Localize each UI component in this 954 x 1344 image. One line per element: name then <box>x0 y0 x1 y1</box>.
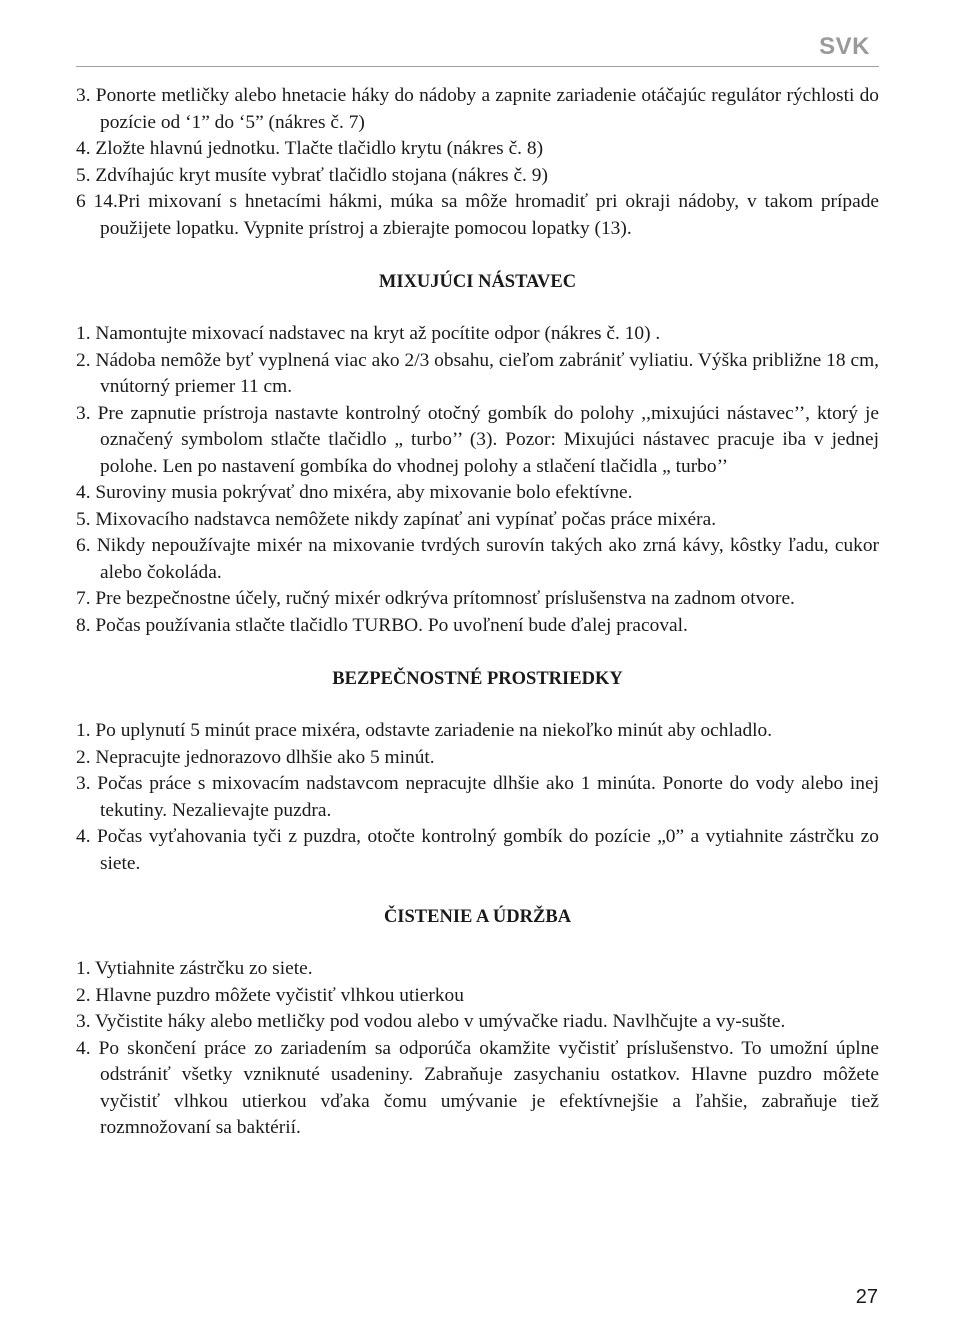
section-heading: ČISTENIE A ÚDRŽBA <box>383 907 572 927</box>
header-divider <box>76 66 879 67</box>
section-heading: BEZPEČNOSTNÉ PROSTRIEDKY <box>332 669 623 689</box>
section-heading: MIXUJÚCI NÁSTAVEC <box>378 272 577 292</box>
list-item: 3. Počas práce s mixovacím nadstavcom nepracujte dlhšie ako 1 minúta. Ponorte do vody alebo inej tekutiny. Nezalievajte puzdra. <box>76 773 879 821</box>
list-item: 1. Namontujte mixovací nadstavec na kryt až pocítite odpor (nákres č. 10) . <box>76 323 661 344</box>
list-item: 7. Pre bezpečnostne účely, ručný mixér odkrýva prítomnosť príslušenstva na zadnom otvore. <box>76 588 795 609</box>
list-item: 2. Nádoba nemôže byť vyplnená viac ako 2/3 obsahu, cieľom zabrániť vyliatiu. Výška približne 18 cm, vnútorný priemer 11 cm. <box>76 349 879 397</box>
section-safety <box>76 718 879 877</box>
section-cleaning <box>76 956 879 1142</box>
list-item: 6. Nikdy nepoužívajte mixér na mixovanie tvrdých surovín takých ako zrná kávy, kôstky ľadu, cukor alebo čokoláda. <box>76 535 879 583</box>
page-content <box>76 83 879 1142</box>
section-assembly <box>76 83 879 242</box>
list-item: 8. Počas používania stlačte tlačidlo TURBO. Po uvoľnení bude ďalej pracoval. <box>76 614 688 636</box>
list-item: 2. Hlavne puzdro môžete vyčistiť vlhkou utierkou <box>76 984 464 1006</box>
list-item: 2. Nepracujte jednorazovo dlhšie ako 5 minút. <box>76 746 435 768</box>
page-number: 27 <box>855 1286 878 1308</box>
list-item: 4. Suroviny musia pokrývať dno mixéra, aby mixovanie bolo efektívne. <box>76 482 633 503</box>
section-blender-attachment <box>76 321 879 639</box>
list-item: 5. Zdvíhajúc kryt musíte vybrať tlačidlo stojana (nákres č. 9) <box>76 164 548 186</box>
list-item: 3. Ponorte metličky alebo hnetacie háky do nádoby a zapnite zariadenie otáčajúc regulátor rýchlosti do pozície od ‘1” do ‘5” (nákres č. 7) <box>76 85 879 133</box>
list-item: 4. Počas vyťahovania tyči z puzdra, otočte kontrolný gombík do pozície „0” a vytiahnite zástrčku zo siete. <box>76 826 879 874</box>
list-item: 4. Po skončení práce zo zariadením sa odporúča okamžite vyčistiť príslušenstvo. To umožní úplne odstrániť všetky vzniknuté usadeniny. Zabraňuje zasychaniu ostatkov. Hlavne puzdro môžete vyčistiť vlhkou utierkou vďaka čomu umývanie je efektívnejšie a ľahšie, zabraňuje tiež rozmnožovaní sa baktérií. <box>76 1037 879 1138</box>
list-item: 1. Po uplynutí 5 minút prace mixéra, odstavte zariadenie na niekoľko minút aby ochladlo. <box>76 720 773 741</box>
list-item: 3. Vyčistite háky alebo metličky pod vodou alebo v umývačke riadu. Navlhčujte a vy-sušte. <box>76 1011 786 1032</box>
list-item: 6 14.Pri mixovaní s hnetacími hákmi, múka sa môže hromadiť pri okraji nádoby, v takom prípade použijete lopatku. Vypnite prístroj a zbierajte pomocou lopatky (13). <box>76 191 879 239</box>
list-item: 3. Pre zapnutie prístroja nastavte kontrolný otočný gombík do polohy ,,mixujúci nástavec’’, ktorý je označený symbolom stlačte tlačidlo „ turbo’’ (3). Pozor: Mixujúci nástavec pracuje iba v jednej polohe. Len po nastavení gombíka do vhodnej polohy a stlačení tlačidla „ turbo’’ <box>76 402 879 477</box>
list-item: 5. Mixovacího nadstavca nemôžete nikdy zapínať ani vypínať počas práce mixéra. <box>76 508 717 530</box>
language-label: SVK <box>819 33 870 60</box>
list-item: 4. Zložte hlavnú jednotku. Tlačte tlačidlo krytu (nákres č. 8) <box>76 138 544 159</box>
list-item: 1. Vytiahnite zástrčku zo siete. <box>76 958 313 979</box>
